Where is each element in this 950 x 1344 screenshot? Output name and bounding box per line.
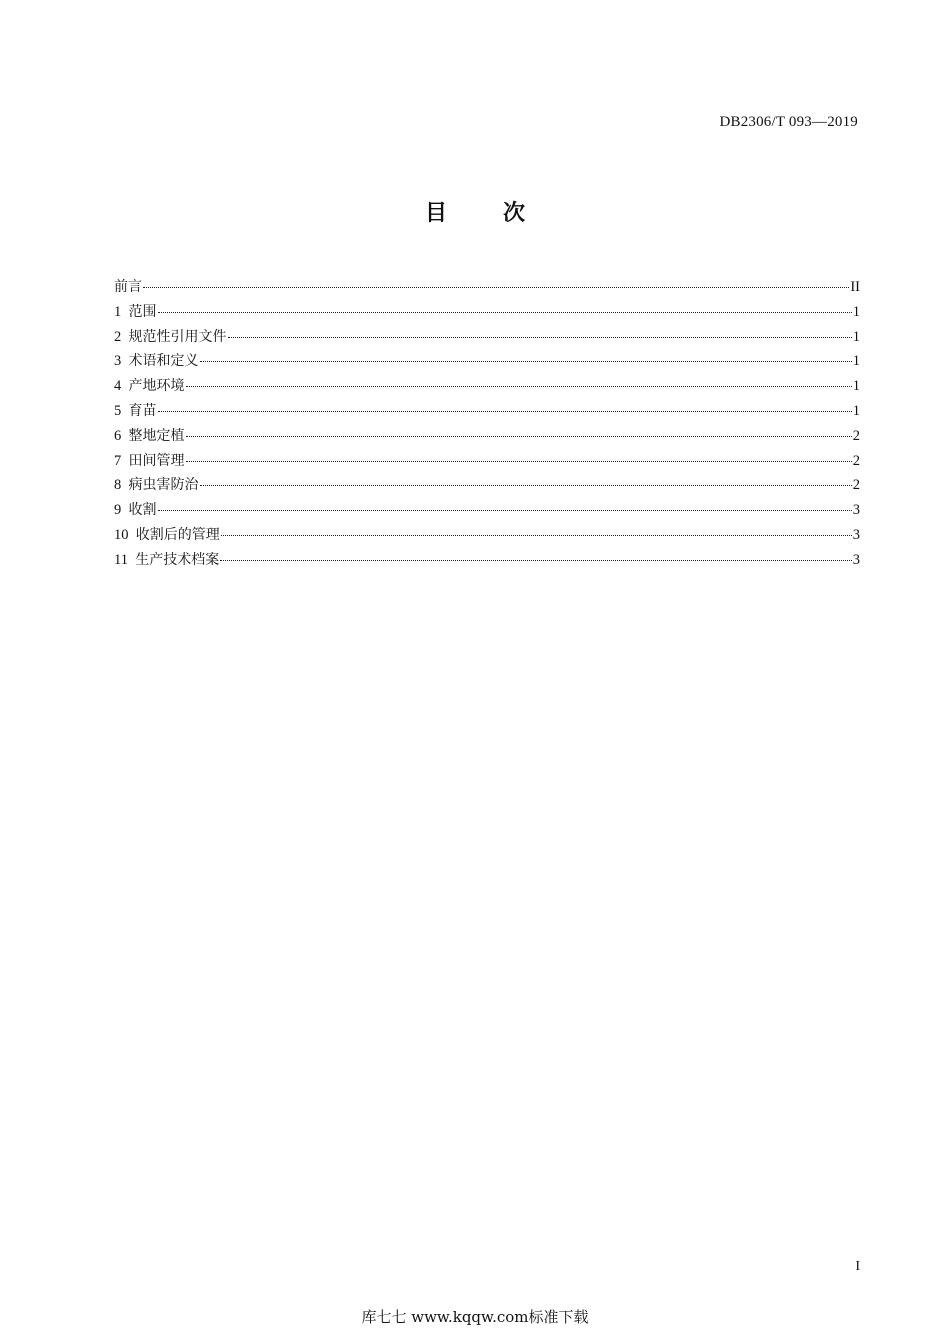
dot-leader — [158, 312, 852, 313]
dot-leader — [143, 287, 849, 288]
document-code: DB2306/T 093—2019 — [719, 114, 858, 130]
dot-leader — [186, 386, 852, 387]
footer-watermark: 库七七 www.kqqw.com标准下载 — [361, 1308, 589, 1326]
toc-entry-page: 1 — [852, 328, 860, 345]
toc-title-char-2: 次 — [503, 201, 526, 226]
toc-entry-label: 生产技术档案 — [135, 551, 220, 568]
dot-leader — [221, 535, 852, 536]
toc-entry-label: 术语和定义 — [128, 353, 199, 370]
toc-entry-field-management[interactable] — [114, 450, 860, 475]
toc-entry-label: 病虫害防治 — [128, 477, 199, 494]
toc-entry-number: 11 — [114, 551, 136, 568]
toc-entry-number: 4 — [114, 378, 129, 395]
dot-leader — [220, 560, 852, 561]
toc-entry-page: 1 — [852, 303, 860, 320]
toc-title — [0, 196, 950, 227]
toc-entry-label: 范围 — [128, 303, 157, 320]
toc-entry-scope[interactable] — [114, 301, 860, 326]
toc-entry-land-preparation[interactable] — [114, 425, 860, 450]
dot-leader — [158, 510, 852, 511]
dot-leader — [158, 411, 852, 412]
toc-entry-foreword[interactable] — [114, 276, 860, 301]
toc-entry-production-environment[interactable] — [114, 375, 860, 400]
toc-entry-label: 收割后的管理 — [135, 526, 220, 543]
toc-entry-label: 规范性引用文件 — [128, 328, 227, 345]
page-number: I — [855, 1259, 860, 1274]
toc-entry-page: II — [850, 279, 860, 295]
toc-entry-normative-references[interactable] — [114, 326, 860, 351]
toc-entry-production-records[interactable] — [114, 549, 860, 574]
toc-entry-label: 整地定植 — [128, 427, 185, 444]
dot-leader — [186, 461, 852, 462]
dot-leader — [200, 485, 852, 486]
table-of-contents — [114, 276, 860, 574]
toc-entry-page: 2 — [852, 452, 860, 469]
toc-entry-number: 5 — [114, 402, 129, 419]
toc-entry-number: 10 — [114, 526, 136, 543]
toc-entry-page: 3 — [852, 551, 860, 568]
toc-entry-post-harvest[interactable] — [114, 524, 860, 549]
toc-entry-page: 1 — [852, 353, 860, 370]
toc-entry-page: 1 — [852, 402, 860, 419]
toc-entry-number: 6 — [114, 427, 129, 444]
toc-entry-label: 收割 — [128, 502, 157, 519]
toc-entry-number: 8 — [114, 477, 129, 494]
toc-entry-terms-definitions[interactable] — [114, 350, 860, 375]
toc-entry-label: 前言 — [114, 279, 142, 295]
toc-entry-seedling[interactable] — [114, 400, 860, 425]
toc-entry-harvest[interactable] — [114, 499, 860, 524]
toc-entry-number: 1 — [114, 303, 129, 320]
toc-entry-page: 2 — [852, 427, 860, 444]
toc-entry-label: 产地环境 — [128, 378, 185, 395]
toc-entry-page: 2 — [852, 477, 860, 494]
toc-entry-number: 2 — [114, 328, 129, 345]
toc-entry-label: 育苗 — [128, 402, 157, 419]
toc-entry-number: 9 — [114, 502, 129, 519]
toc-entry-number: 7 — [114, 452, 129, 469]
toc-entry-pest-control[interactable] — [114, 474, 860, 499]
toc-entry-page: 3 — [852, 502, 860, 519]
toc-entry-number: 3 — [114, 353, 129, 370]
toc-entry-label: 田间管理 — [128, 452, 185, 469]
dot-leader — [200, 361, 852, 362]
toc-title-char-1: 目 — [424, 201, 447, 226]
dot-leader — [186, 436, 852, 437]
toc-entry-page: 1 — [852, 378, 860, 395]
toc-entry-page: 3 — [852, 526, 860, 543]
dot-leader — [228, 337, 852, 338]
